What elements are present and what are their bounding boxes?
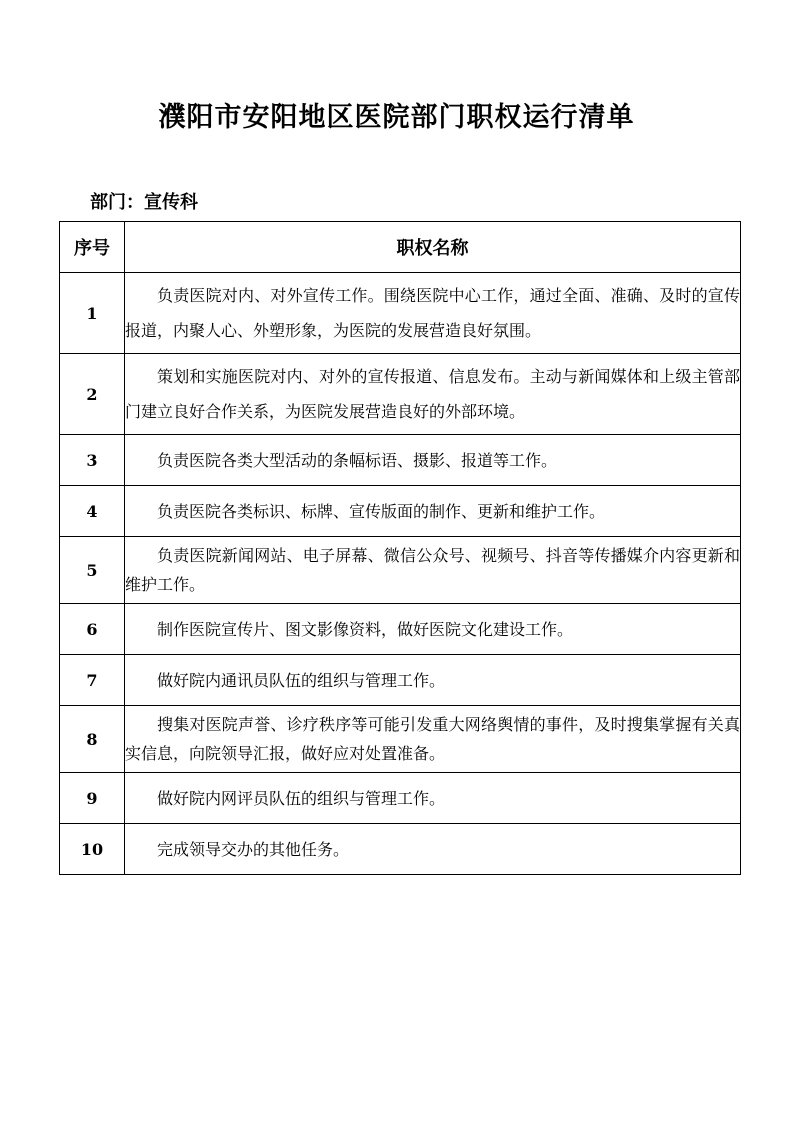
row-number: 8 xyxy=(60,706,125,773)
duties-table xyxy=(59,221,741,875)
row-duty: 做好院内通讯员队伍的组织与管理工作。 xyxy=(125,655,741,706)
department-label: 部门：宣传科 xyxy=(90,192,198,213)
row-number: 1 xyxy=(60,273,125,354)
row-duty: 制作医院宣传片、图文影像资料，做好医院文化建设工作。 xyxy=(125,604,741,655)
row-duty: 负责医院各类标识、标牌、宣传版面的制作、更新和维护工作。 xyxy=(125,486,741,537)
row-number: 4 xyxy=(60,486,125,537)
row-number: 2 xyxy=(60,354,125,435)
page-title: 濮阳市安阳地区医院部门职权运行清单 xyxy=(158,102,635,133)
table-row xyxy=(60,486,741,537)
table-row xyxy=(60,824,741,875)
table-row xyxy=(60,273,741,354)
row-number: 5 xyxy=(60,537,125,604)
table-row xyxy=(60,706,741,773)
row-duty: 搜集对医院声誉、诊疗秩序等可能引发重大网络舆情的事件，及时搜集掌握有关真实信息，向院领导汇报，做好应对处置准备。 xyxy=(125,706,741,773)
row-duty: 做好院内网评员队伍的组织与管理工作。 xyxy=(125,773,741,824)
table-row xyxy=(60,604,741,655)
row-duty: 策划和实施医院对内、对外的宣传报道、信息发布。主动与新闻媒体和上级主管部门建立良好合作关系，为医院发展营造良好的外部环境。 xyxy=(125,354,741,435)
row-number: 7 xyxy=(60,655,125,706)
row-duty: 负责医院对内、对外宣传工作。围绕医院中心工作，通过全面、准确、及时的宣传报道，内聚人心、外塑形象，为医院的发展营造良好氛围。 xyxy=(125,273,741,354)
table-row xyxy=(60,537,741,604)
header-duty-name: 职权名称 xyxy=(125,222,741,273)
table-row xyxy=(60,655,741,706)
header-number: 序号 xyxy=(60,222,125,273)
row-duty: 负责医院新闻网站、电子屏幕、微信公众号、视频号、抖音等传播媒介内容更新和维护工作。 xyxy=(125,537,741,604)
row-duty: 完成领导交办的其他任务。 xyxy=(125,824,741,875)
row-number: 9 xyxy=(60,773,125,824)
row-number: 3 xyxy=(60,435,125,486)
row-number: 6 xyxy=(60,604,125,655)
table-header-row xyxy=(60,222,741,273)
row-duty: 负责医院各类大型活动的条幅标语、摄影、报道等工作。 xyxy=(125,435,741,486)
table-row xyxy=(60,773,741,824)
table-row xyxy=(60,435,741,486)
row-number: 10 xyxy=(60,824,125,875)
table-row xyxy=(60,354,741,435)
